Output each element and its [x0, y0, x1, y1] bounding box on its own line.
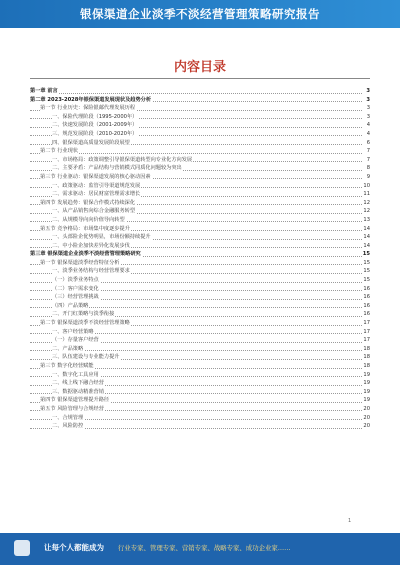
toc-entry-page: 18	[363, 363, 370, 369]
toc-entry-page: 17	[363, 320, 370, 327]
toc-entry-title: 二、线上线下融合经营	[52, 380, 104, 387]
toc-entry-title: 第四节 发展趋势：银保合作模式持续深化	[40, 199, 136, 206]
toc-entry-title: 一、保险代理阶段（1995-2000年）	[52, 113, 138, 120]
toc-entry-page: 3	[366, 105, 370, 112]
toc-entry-page: 7	[366, 148, 370, 155]
toc-entry[interactable]	[30, 405, 370, 414]
toc-entry[interactable]	[30, 310, 370, 319]
toc-entry-page: 15	[363, 259, 370, 266]
toc-entry-page: 20	[363, 423, 370, 430]
toc-entry[interactable]	[30, 388, 370, 397]
toc-entry-page: 6	[366, 139, 370, 146]
top-banner	[0, 0, 400, 28]
toc-entry[interactable]	[30, 199, 370, 208]
toc-entry-title: 第五节 竞争格局：市场集中度逐步提升	[40, 225, 130, 232]
toc-leader-dots	[30, 87, 362, 94]
toc-entry-title: 第一节 银保渠道淡季经营特征分析	[40, 259, 120, 266]
toc-entry-title: 第一节 行业历史：保险银邮代理发展历程	[40, 105, 136, 112]
toc-entry[interactable]	[30, 173, 370, 182]
toc-entry-title: （一）存量客户经营	[52, 337, 99, 344]
report-title: 银保渠道企业淡季不淡经营管理策略研究报告	[80, 7, 320, 21]
toc-entry-page: 3	[366, 113, 370, 120]
toc-entry-page: 10	[363, 182, 370, 189]
toc-entry[interactable]	[30, 259, 370, 268]
toc-entry-title: 一、从产品销售向综合金融服务转型	[52, 208, 136, 215]
footer-slogan: 让每个人都能成为	[44, 543, 104, 552]
toc-entry-title: （一）淡季业务特点	[52, 277, 99, 284]
toc-entry-page: 16	[363, 311, 370, 318]
toc-entry-title: 二、风险防控	[52, 423, 84, 430]
toc-entry[interactable]	[30, 276, 370, 285]
toc-entry-title: 二、快速发展阶段（2001-2009年）	[52, 122, 138, 129]
toc-entry-page: 18	[363, 354, 370, 361]
toc-entry-page: 20	[363, 414, 370, 421]
toc-entry-page: 16	[363, 302, 370, 309]
toc-entry-page: 13	[363, 216, 370, 223]
toc-entry[interactable]	[30, 96, 370, 105]
toc-entry-page: 15	[363, 268, 370, 275]
toc-entry-page: 8	[366, 165, 370, 172]
toc-entry[interactable]	[30, 302, 370, 311]
toc-entry-title: 一、政策驱动：监管引导渠道规范发展	[52, 182, 141, 189]
toc-entry[interactable]	[30, 190, 370, 199]
toc-divider	[30, 78, 370, 79]
toc-entry-title: 一、头部险企优势明显，市场份额持续提升	[52, 234, 151, 241]
toc-entry[interactable]	[30, 345, 370, 354]
toc-entry[interactable]	[30, 362, 370, 371]
toc-entry[interactable]	[30, 319, 370, 328]
toc-entry[interactable]	[30, 87, 370, 96]
toc-entry-page: 16	[363, 294, 370, 301]
toc-entry-page: 12	[363, 208, 370, 215]
toc-entry-title: 第四节 银保渠道管理提升路径	[40, 397, 110, 404]
toc-entry-page: 17	[363, 328, 370, 335]
toc-entry[interactable]	[30, 207, 370, 216]
toc-entry-page: 15	[363, 277, 370, 284]
toc-entry-title: 四、银保渠道高质量发展阶段展望	[52, 139, 130, 146]
toc-entry-page: 19	[363, 371, 370, 378]
toc-entry-title: 二、从规模导向向价值导向转型	[52, 216, 125, 223]
toc-entry[interactable]	[30, 139, 370, 148]
toc-entry-page: 9	[366, 173, 370, 180]
toc-entry-page: 14	[363, 242, 370, 249]
toc-entry-title: 第二节 银保渠道淡季不淡经营管理策略	[40, 320, 130, 327]
toc-entry[interactable]	[30, 285, 370, 294]
footer-banner	[0, 533, 400, 565]
toc-entry[interactable]	[30, 379, 370, 388]
toc-entry-page: 18	[363, 345, 370, 352]
toc-entry[interactable]	[30, 233, 370, 242]
toc-page	[30, 40, 370, 530]
toc-entry-page: 19	[363, 388, 370, 395]
toc-entry-title: 一、合规管理	[52, 414, 84, 421]
toc-entry[interactable]	[30, 422, 370, 431]
toc-entry-page: 14	[363, 225, 370, 232]
toc-entry-page: 17	[363, 337, 370, 344]
toc-entry[interactable]	[30, 267, 370, 276]
toc-entry-page: 14	[363, 234, 370, 241]
toc-entry-title: 一、淡季业务结构与经营管理要求	[52, 268, 130, 275]
toc-entry-title: 二、开门红策略与淡季衔接	[52, 311, 115, 318]
toc-entry-title: 一、数字化工具应用	[52, 371, 99, 378]
toc-entry[interactable]	[30, 156, 370, 165]
toc-entry[interactable]	[30, 328, 370, 337]
toc-entry[interactable]	[30, 130, 370, 139]
toc-entry-title: 第三章 银保渠道企业淡季不淡经营管理策略研究	[30, 251, 141, 258]
toc-entry-page: 20	[363, 405, 370, 412]
toc-entry[interactable]	[30, 164, 370, 173]
toc-entry-page: 15	[362, 251, 370, 258]
toc-heading: 内容目录	[173, 60, 226, 75]
toc-entry-title: （四）产品策略	[52, 302, 89, 309]
toc-entry-title: 三、队伍建设与专业能力提升	[52, 354, 120, 361]
toc-entry-title: 一、市场格局：政策调整引导银保渠道转型向专业化方向发展	[52, 156, 193, 163]
toc-entry[interactable]	[30, 113, 370, 122]
toc-entry-title: 一、客户经营策略	[52, 328, 94, 335]
toc-entry-page: 12	[363, 199, 370, 206]
toc-entry[interactable]	[30, 225, 370, 234]
toc-entry-title: 三、规范发展阶段（2010-2020年）	[52, 130, 138, 137]
toc-entry-title: 第五节 风险管理与合规经营	[40, 405, 104, 412]
toc-entry-title: 二、中小险企加快差异化发展步伐	[52, 242, 130, 249]
toc-leader-dots	[30, 147, 362, 154]
toc-entry-page: 11	[363, 191, 370, 198]
toc-entry[interactable]	[30, 121, 370, 130]
page-number: 1	[348, 518, 352, 524]
toc-entry[interactable]	[30, 414, 370, 423]
toc-entry-page: 3	[366, 88, 370, 94]
toc-entry-title: 二、主要矛盾：产品结构与营销模式同质化问题较为突出	[52, 165, 182, 172]
toc-entry-title: （二）客户需求变化	[52, 285, 99, 292]
toc-entry[interactable]	[30, 371, 370, 380]
toc-entry-page: 19	[363, 380, 370, 387]
logo-icon	[14, 540, 30, 556]
toc-entry-page: 4	[366, 122, 370, 129]
toc-entry-title: 二、产品策略	[52, 345, 84, 352]
toc-entry-page: 3	[366, 96, 370, 103]
toc-entry[interactable]	[30, 250, 370, 259]
toc-entry-title: 第三节 数字化经营赋能	[40, 363, 94, 369]
toc-entry-page: 4	[366, 130, 370, 137]
toc-entry-title: 第二章 2023-2028年银保渠道发展现状及趋势分析	[30, 96, 152, 103]
toc-entry[interactable]	[30, 216, 370, 225]
footer-description: 行业专家、管理专家、营销专家、战略专家、成功企业家……	[118, 544, 291, 552]
toc-entry[interactable]	[30, 396, 370, 405]
toc-entry[interactable]	[30, 336, 370, 345]
toc-entry-title: （三）经营管理挑战	[52, 294, 99, 301]
toc-entry-page: 7	[366, 156, 370, 163]
toc-entry-title: 第三节 行业驱动：银保渠道发展的核心驱动因素	[40, 173, 151, 180]
toc-list	[30, 87, 370, 431]
toc-entry-page: 19	[363, 397, 370, 404]
toc-entry-title: 二、需求驱动：居民财富管理需求增长	[52, 191, 141, 198]
toc-entry-title: 三、数据驱动精准营销	[52, 388, 104, 395]
toc-entry[interactable]	[30, 242, 370, 251]
toc-entry[interactable]	[30, 182, 370, 191]
toc-entry-title: 第二节 行业现状	[40, 148, 78, 155]
toc-entry-page: 16	[363, 285, 370, 292]
toc-entry[interactable]	[30, 147, 370, 156]
toc-entry[interactable]	[30, 353, 370, 362]
toc-entry[interactable]	[30, 293, 370, 302]
toc-entry[interactable]	[30, 104, 370, 113]
toc-entry-title: 第一章 前言	[30, 88, 58, 94]
